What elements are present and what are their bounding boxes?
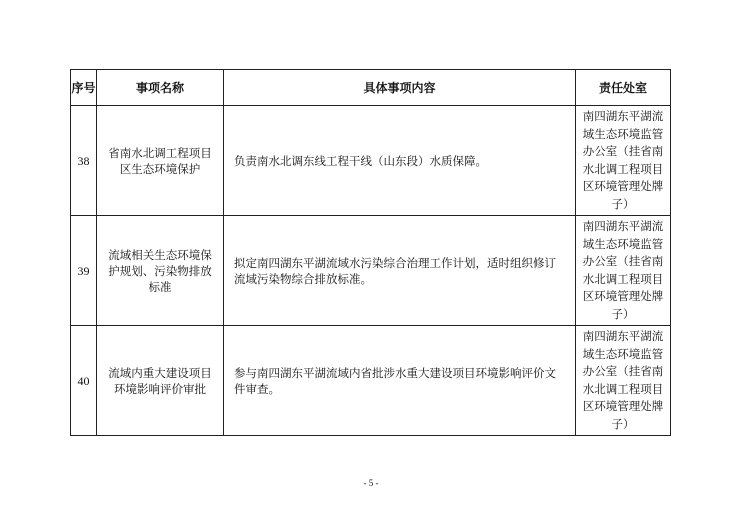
row-matter-content: 负责南水北调东线工程干线（山东段）水质保障。 xyxy=(224,106,576,216)
matters-table xyxy=(70,69,671,436)
page-number: - 5 - xyxy=(363,478,379,488)
table-row xyxy=(71,326,671,436)
header-matter-content: 具体事项内容 xyxy=(224,70,576,106)
table-row xyxy=(71,216,671,326)
row-matter-content: 拟定南四湖东平湖流域水污染综合治理工作计划，适时组织修订流域污染物综合排放标准。 xyxy=(224,216,576,326)
table-header-row xyxy=(71,70,671,106)
row-matter-content: 参与南四湖东平湖流域内省批涉水重大建设项目环境影响评价文件审查。 xyxy=(224,326,576,436)
row-responsible-office: 南四湖东平湖流域生态环境监管办公室（挂省南水北调工程项目区环境管理处牌子） xyxy=(576,326,671,436)
row-matter-name: 流域相关生态环境保护规划、污染物排放标准 xyxy=(97,216,224,326)
row-responsible-office: 南四湖东平湖流域生态环境监管办公室（挂省南水北调工程项目区环境管理处牌子） xyxy=(576,216,671,326)
table-row xyxy=(71,106,671,216)
row-responsible-office: 南四湖东平湖流域生态环境监管办公室（挂省南水北调工程项目区环境管理处牌子） xyxy=(576,106,671,216)
header-serial-number: 序号 xyxy=(71,70,97,106)
row-matter-name: 流域内重大建设项目环境影响评价审批 xyxy=(97,326,224,436)
header-responsible-office: 责任处室 xyxy=(576,70,671,106)
row-number: 38 xyxy=(71,106,97,216)
row-matter-name: 省南水北调工程项目区生态环境保护 xyxy=(97,106,224,216)
row-number: 40 xyxy=(71,326,97,436)
row-number: 39 xyxy=(71,216,97,326)
header-matter-name: 事项名称 xyxy=(97,70,224,106)
